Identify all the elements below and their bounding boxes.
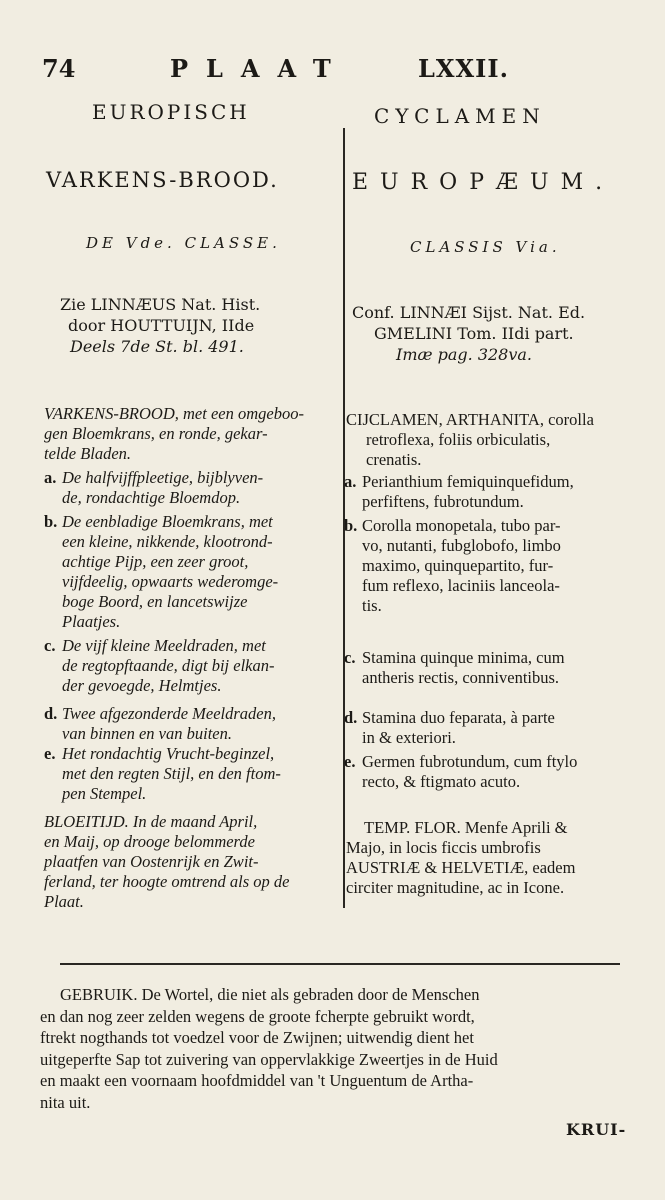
- desc-line: Het rondachtig Vrucht-beginzel,: [62, 744, 275, 763]
- gebruik-line: uitgeperfte Sap tot zuivering van oppervlakkige Zweertjes in de Huid: [40, 1049, 498, 1069]
- gebruik-line: en dan nog zeer zelden wegens de groote fcherpte gebruikt wordt,: [40, 1006, 475, 1026]
- desc-line: Twee afgezonderde Meeldraden,: [62, 704, 276, 723]
- gebruik-paragraph: [40, 984, 498, 1113]
- latin-item-e-marker: e.: [344, 752, 356, 771]
- desc-line: vo, nutanti, fubglobofo, limbo: [362, 536, 561, 555]
- desc-line: Plaat.: [44, 892, 84, 911]
- desc-line: De vijf kleine Meeldraden, met: [62, 636, 266, 655]
- gebruik-line: en maakt een voornaam hoofdmiddel van 't Unguentum de Artha-: [40, 1071, 474, 1090]
- dutch-item-d-marker: d.: [44, 704, 58, 723]
- desc-line: AUSTRIÆ & HELVETIÆ, eadem: [346, 858, 576, 877]
- desc-line: recto, & ftigmato acuto.: [362, 772, 521, 791]
- desc-line: CIJCLAMEN, ARTHANITA, corolla: [346, 410, 594, 429]
- plate-title: PLAAT: [170, 54, 349, 83]
- desc-line: telde Bladen.: [44, 444, 132, 463]
- desc-line: Stamina duo feparata, à parte: [362, 708, 555, 727]
- desc-line: maximo, quinquepartito, fur-: [362, 556, 554, 575]
- dutch-desc-intro: [44, 404, 304, 464]
- desc-line: de, rondachtige Bloemdop.: [62, 488, 241, 507]
- desc-line: circiter magnitudine, ac in Icone.: [346, 878, 565, 897]
- latin-name-line1: CYCLAMEN: [374, 104, 546, 128]
- desc-line: boge Boord, en lancetswijze: [62, 592, 248, 611]
- desc-line: Corolla monopetala, tubo par-: [362, 516, 561, 535]
- latin-item-d: [362, 708, 555, 748]
- desc-line: achtige Pijp, een zeer groot,: [62, 552, 249, 571]
- desc-line: van binnen en van buiten.: [62, 724, 232, 743]
- gebruik-line: ftrekt nogthands tot voedzel voor de Zwijnen; uitwendig dient het: [40, 1028, 474, 1047]
- desc-line: met den regten Stijl, en den ftom-: [62, 764, 281, 783]
- latin-desc-intro: [346, 410, 594, 470]
- catchword: KRUI-: [566, 1120, 627, 1139]
- desc-line: perfiftens, fubrotundum.: [362, 492, 524, 511]
- ref-line: Imæ pag. 328va.: [396, 345, 533, 364]
- gebruik-line: nita uit.: [40, 1092, 91, 1112]
- desc-line: fum reflexo, laciniis lanceola-: [362, 576, 560, 595]
- plate-number: LXXII.: [418, 54, 509, 83]
- desc-line: Perianthium femiquinquefidum,: [362, 472, 574, 491]
- dutch-item-c-marker: c.: [44, 636, 56, 655]
- dutch-name-line2: VARKENS-BROOD.: [46, 168, 279, 192]
- latin-item-a: [362, 472, 574, 512]
- latin-name-line2: EUROPÆUM.: [352, 170, 615, 195]
- desc-line: De eenbladige Bloemkrans, met: [62, 512, 273, 531]
- desc-line: VARKENS-BROOD, met een omgeboo-: [44, 404, 304, 423]
- dutch-item-b: [62, 512, 278, 632]
- latin-item-e: [362, 752, 577, 792]
- ref-line: GMELINI Tom. IIdi part.: [374, 324, 574, 343]
- desc-line: ferland, ter hoogte omtrend als op de: [44, 872, 290, 891]
- desc-line: de regtopftaande, digt bij elkan-: [62, 656, 275, 675]
- dutch-item-d: [62, 704, 276, 744]
- latin-item-b: [362, 516, 561, 616]
- section-divider: [60, 963, 620, 965]
- desc-line: een kleine, nikkende, klootrond-: [62, 532, 273, 551]
- desc-line: antheris rectis, conniventibus.: [362, 668, 560, 687]
- latin-classis: CLASSIS Via.: [410, 238, 561, 256]
- latin-item-c: [362, 648, 565, 688]
- latin-temp-flor: [346, 818, 576, 898]
- latin-item-c-marker: c.: [344, 648, 356, 667]
- dutch-classe: DE Vde. CLASSE.: [86, 234, 281, 252]
- desc-line: TEMP. FLOR. Menfe Aprili &: [364, 818, 568, 837]
- ref-line: Conf. LINNÆI Sijst. Nat. Ed.: [352, 303, 586, 322]
- latin-item-a-marker: a.: [344, 472, 357, 491]
- desc-line: en Maij, op drooge belommerde: [44, 832, 255, 851]
- latin-item-d-marker: d.: [344, 708, 358, 727]
- dutch-item-e: [62, 744, 281, 804]
- dutch-reference: [60, 294, 260, 357]
- ref-line: Deels 7de St. bl. 491.: [70, 337, 244, 356]
- desc-line: Germen fubrotundum, cum ftylo: [362, 752, 578, 771]
- ref-line: door HOUTTUIJN, IIde: [68, 316, 255, 335]
- dutch-bloeitijd: [44, 812, 290, 912]
- dutch-item-a-marker: a.: [44, 468, 57, 487]
- latin-item-b-marker: b.: [344, 516, 358, 535]
- ref-line: Zie LINNÆUS Nat. Hist.: [60, 295, 261, 314]
- desc-line: in & exteriori.: [362, 728, 456, 747]
- desc-line: der gevoegde, Helmtjes.: [62, 676, 222, 695]
- desc-line: gen Bloemkrans, en ronde, gekar-: [44, 424, 268, 443]
- page-number: 74: [42, 54, 76, 83]
- dutch-item-e-marker: e.: [44, 744, 56, 763]
- desc-line: retroflexa, foliis orbiculatis,: [366, 430, 551, 449]
- desc-line: vijfdeelig, opwaarts wederomge-: [62, 572, 279, 591]
- gebruik-line: GEBRUIK. De Wortel, die niet als gebraden door de Menschen: [60, 985, 480, 1004]
- dutch-item-b-marker: b.: [44, 512, 58, 531]
- desc-line: pen Stempel.: [62, 784, 147, 803]
- latin-reference: [352, 302, 585, 365]
- dutch-item-a: [62, 468, 263, 508]
- desc-line: Majo, in locis ficcis umbrofis: [346, 838, 541, 857]
- desc-line: plaatfen van Oostenrijk en Zwit-: [44, 852, 259, 871]
- dutch-item-c: [62, 636, 274, 696]
- desc-line: Stamina quinque minima, cum: [362, 648, 565, 667]
- desc-line: De halfvijffpleetige, bijblyven-: [62, 468, 264, 487]
- desc-line: crenatis.: [366, 450, 422, 469]
- dutch-name-line1: EUROPISCH: [92, 100, 250, 124]
- desc-line: BLOEITIJD. In de maand April,: [44, 812, 258, 831]
- desc-line: Plaatjes.: [62, 612, 121, 631]
- desc-line: tis.: [362, 596, 382, 615]
